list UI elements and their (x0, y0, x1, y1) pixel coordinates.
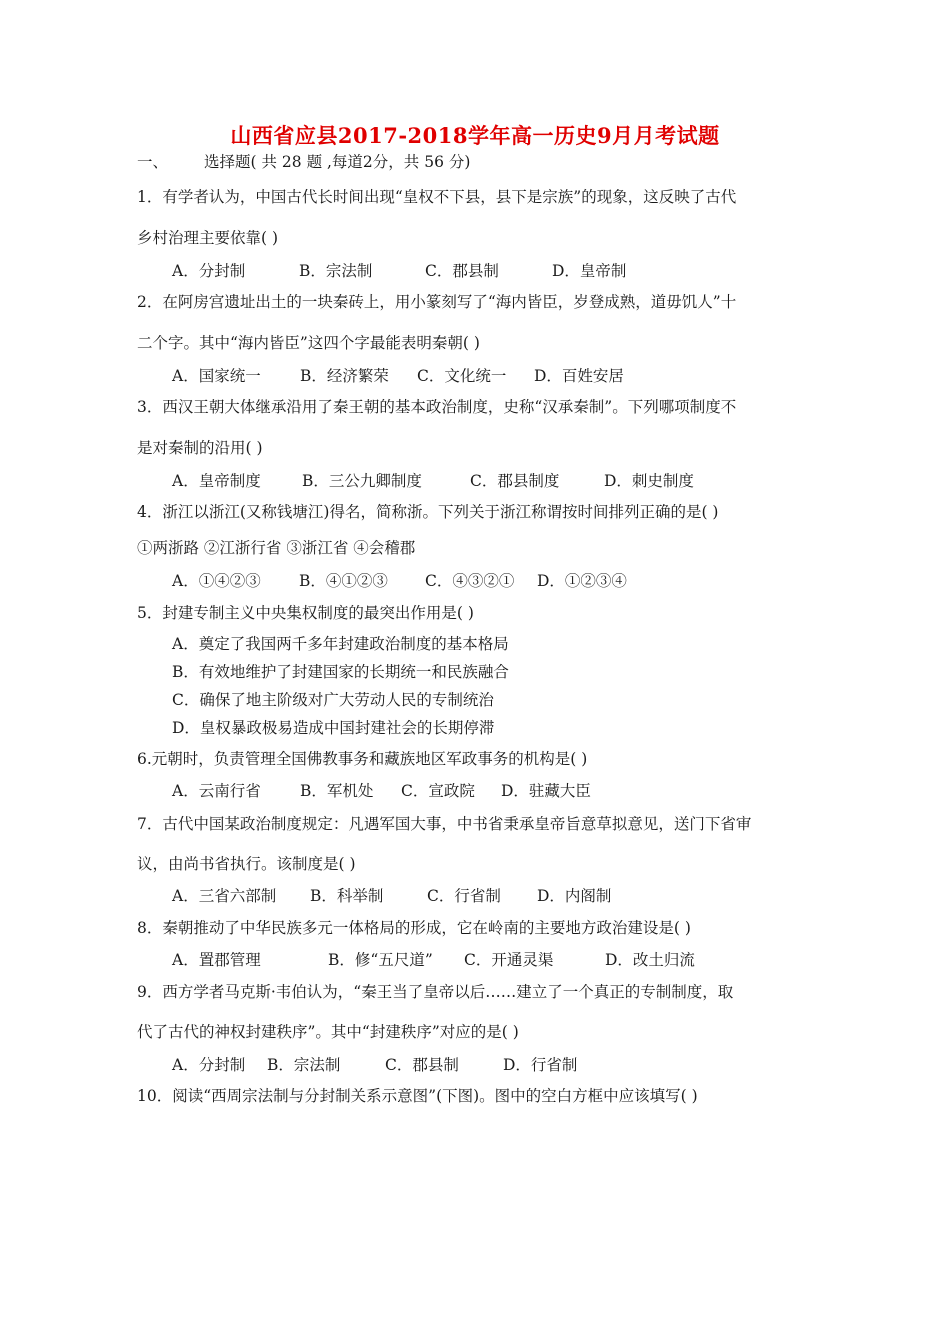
option: D．改土归流 (605, 951, 695, 969)
question-4-line-1: 4．浙江以浙江(又称钱塘江)得名，简称浙。下列关于浙江称谓按时间排列正确的是( ) (137, 503, 719, 521)
question-3-options (172, 470, 694, 492)
question-1-options (172, 260, 626, 282)
option: B．宗法制 (267, 1056, 341, 1074)
question-5-line-1: 5．封建专制主义中央集权制度的最突出作用是( ) (137, 604, 474, 622)
option: C．行省制 (427, 887, 501, 905)
option: B．④①②③ (299, 572, 388, 590)
question-10-line-1: 10．阅读“西周宗法制与分封制关系示意图”(下图)。图中的空白方框中应该填写( ) (137, 1087, 698, 1105)
question-5-option-c: C．确保了地主阶级对广大劳动人民的专制统治 (172, 691, 494, 709)
option: C．宣政院 (401, 782, 475, 800)
question-1-line-1: 1．有学者认为，中国古代长时间出现“皇权不下县，县下是宗族”的现象，这反映了古代 (137, 188, 737, 206)
option: D．内阁制 (537, 887, 612, 905)
question-2-line-1: 2．在阿房宫遗址出土的一块秦砖上，用小篆刻写了“海内皆臣，岁登成熟，道毋饥人”十 (137, 293, 737, 311)
question-7-line-2: 议，由尚书省执行。该制度是( ) (137, 855, 356, 873)
option: D．刺史制度 (604, 472, 694, 490)
option: A．置郡管理 (172, 951, 261, 969)
question-2-options (172, 365, 624, 387)
section-heading (137, 151, 470, 173)
option: B．科举制 (310, 887, 384, 905)
option: C．郡县制 (425, 262, 499, 280)
question-4-line-2: ①两浙路 ②江浙行省 ③浙江省 ④会稽郡 (137, 539, 416, 557)
section-text: 选择题( 共 28 题 ,每道2分，共 56 分) (204, 153, 471, 171)
question-7-line-1: 7．古代中国某政治制度规定：凡遇军国大事，中书省秉承皇帝旨意草拟意见，送门下省审 (137, 815, 752, 833)
question-9-options (172, 1054, 577, 1076)
question-1-line-2: 乡村治理主要依靠( ) (137, 229, 279, 247)
question-3-line-2: 是对秦制的沿用( ) (137, 439, 263, 457)
option: D．皇帝制 (552, 262, 627, 280)
option: C．郡县制 (385, 1056, 459, 1074)
question-5-option-b: B．有效地维护了封建国家的长期统一和民族融合 (172, 663, 509, 681)
question-5-option-a: A．奠定了我国两千多年封建政治制度的基本格局 (172, 635, 509, 653)
question-2-line-2: 二个字。其中“海内皆臣”这四个字最能表明秦朝( ) (137, 334, 480, 352)
question-9-line-1: 9．西方学者马克斯·韦伯认为，“秦王当了皇帝以后……建立了一个真正的专制制度，取 (137, 983, 734, 1001)
option: B．修“五尺道” (328, 951, 433, 969)
option: D．百姓安居 (534, 367, 624, 385)
section-number: 一、 (137, 153, 169, 171)
option: D．①②③④ (537, 572, 627, 590)
option: A．分封制 (172, 262, 246, 280)
question-7-options (172, 885, 611, 907)
question-3-line-1: 3．西汉王朝大体继承沿用了秦王朝的基本政治制度，史称“汉承秦制”。下列哪项制度不 (137, 398, 737, 416)
option: D．驻藏大臣 (501, 782, 591, 800)
question-6-options (172, 780, 591, 802)
option: C．文化统一 (417, 367, 507, 385)
option: A．国家统一 (172, 367, 261, 385)
option: A．①④②③ (172, 572, 261, 590)
option: D．行省制 (503, 1056, 578, 1074)
option: C．④③②① (425, 572, 515, 590)
question-6-line-1: 6.元朝时，负责管理全国佛教事务和藏族地区军政事务的机构是( ) (137, 750, 588, 768)
option: A．云南行省 (172, 782, 261, 800)
option: C．开通灵渠 (464, 951, 554, 969)
page-title: 山西省应县2017-2018学年高一历史9月月考试题 (230, 123, 720, 148)
option: B．三公九卿制度 (302, 472, 422, 490)
question-9-line-2: 代了古代的神权封建秩序”。其中“封建秩序”对应的是( ) (137, 1023, 519, 1041)
option: C．郡县制度 (470, 472, 560, 490)
option: B．宗法制 (299, 262, 373, 280)
option: A．三省六部制 (172, 887, 277, 905)
option: A．分封制 (172, 1056, 246, 1074)
option: B．军机处 (300, 782, 374, 800)
question-5-option-d: D．皇权暴政极易造成中国封建社会的长期停滞 (172, 719, 495, 737)
question-8-line-1: 8．秦朝推动了中华民族多元一体格局的形成，它在岭南的主要地方政治建设是( ) (137, 919, 691, 937)
option: B．经济繁荣 (300, 367, 389, 385)
question-8-options (172, 949, 695, 971)
option: A．皇帝制度 (172, 472, 261, 490)
question-4-options (172, 570, 627, 592)
